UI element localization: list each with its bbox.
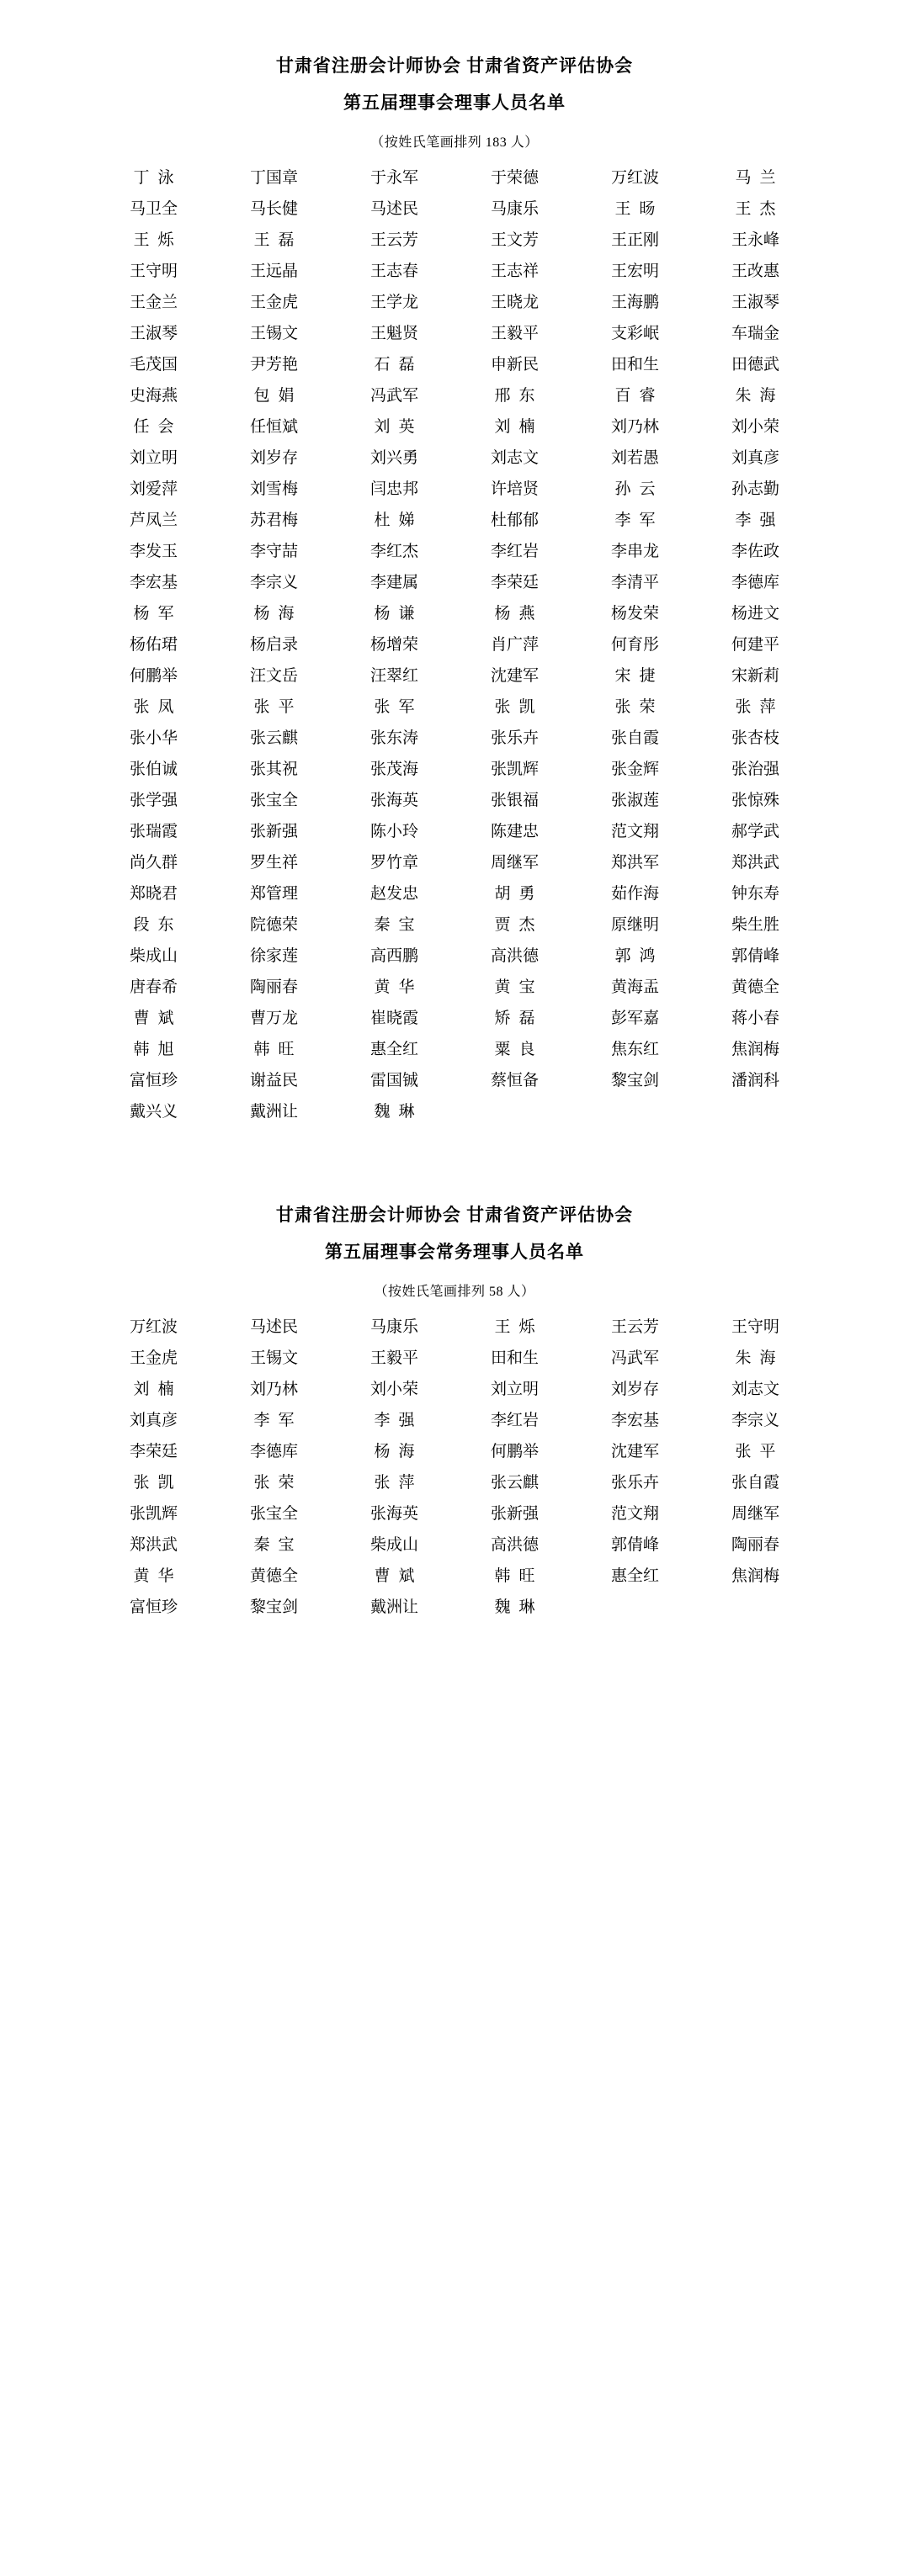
name-cell: 王改惠 — [731, 262, 779, 280]
name-cell: 王晓龙 — [490, 294, 539, 311]
name-cell: 何建平 — [731, 636, 779, 654]
name-cell: 何鹏举 — [490, 1443, 539, 1460]
name-cell: 李佐政 — [731, 543, 779, 560]
name-cell: 李守喆 — [249, 543, 298, 560]
name-cell: 秦宝 — [374, 916, 423, 934]
section-standing-directors — [88, 1200, 821, 1623]
name-cell: 徐家莲 — [249, 947, 298, 965]
name-cell: 焦润梅 — [731, 1567, 779, 1585]
name-cell: 朱海 — [735, 1349, 784, 1367]
name-cell: 郭倩峰 — [731, 947, 779, 965]
name-cell: 王志祥 — [490, 262, 539, 280]
name-cell: 马兰 — [735, 169, 784, 187]
name-cell: 田和生 — [490, 1349, 539, 1367]
name-cell: 杨增荣 — [369, 636, 418, 654]
name-cell: 史海燕 — [129, 387, 178, 405]
name-cell: 冯武军 — [610, 1349, 659, 1367]
name-cell: 富恒珍 — [129, 1072, 178, 1089]
name-cell: 李军 — [614, 511, 664, 529]
name-cell: 曹斌 — [374, 1567, 423, 1585]
name-cell: 张淑莲 — [610, 792, 659, 809]
name-cell: 王杰 — [735, 200, 784, 218]
name-cell: 陈小玲 — [369, 823, 418, 840]
name-cell: 刘英 — [374, 418, 423, 436]
name-cell: 王锡文 — [249, 1349, 298, 1367]
name-cell: 李德库 — [249, 1443, 298, 1460]
name-cell: 王烁 — [133, 231, 183, 249]
name-cell: 韩旺 — [253, 1041, 303, 1058]
name-cell: 杨燕 — [494, 605, 544, 623]
name-cell: 王烁 — [494, 1318, 544, 1336]
name-cell: 黎宝剑 — [249, 1598, 298, 1616]
name-cell: 高洪德 — [490, 1536, 539, 1554]
name-cell: 粟良 — [494, 1041, 544, 1058]
name-cell: 张荣 — [253, 1474, 303, 1492]
name-cell: 罗竹章 — [369, 854, 418, 872]
name-cell: 李荣廷 — [129, 1443, 178, 1460]
name-cell: 刘小荣 — [731, 418, 779, 436]
section-subtitle: （按姓氏笔画排列 183 人） — [370, 135, 539, 150]
name-cell: 李发玉 — [129, 543, 178, 560]
name-cell: 曹斌 — [133, 1010, 183, 1027]
name-cell: 王守明 — [129, 262, 178, 280]
name-cell: 张云麒 — [490, 1474, 539, 1492]
name-grid-directors — [93, 162, 816, 1127]
name-cell: 刘立明 — [490, 1381, 539, 1398]
name-cell: 陈建忠 — [490, 823, 539, 840]
name-cell: 杨军 — [133, 605, 183, 623]
name-cell: 赵发忠 — [369, 885, 418, 903]
name-cell: 张萍 — [374, 1474, 423, 1492]
name-cell: 包娟 — [253, 387, 303, 405]
name-cell: 李宏基 — [129, 574, 178, 591]
name-cell: 何育彤 — [610, 636, 659, 654]
name-cell: 张新强 — [490, 1505, 539, 1523]
name-cell: 富恒珍 — [129, 1598, 178, 1616]
bottom-spacer — [88, 1623, 821, 1648]
name-cell: 宋捷 — [614, 667, 664, 685]
name-cell: 刘雪梅 — [249, 480, 298, 498]
name-cell: 韩旺 — [494, 1567, 544, 1585]
name-cell: 黄华 — [133, 1567, 183, 1585]
name-cell: 汪翠红 — [369, 667, 418, 685]
name-cell: 刘立明 — [129, 449, 178, 467]
name-cell: 柴成山 — [129, 947, 178, 965]
name-cell: 刘志文 — [490, 449, 539, 467]
name-cell: 张金辉 — [610, 761, 659, 778]
name-cell: 郑洪武 — [731, 854, 779, 872]
name-cell: 张平 — [253, 698, 303, 716]
name-cell: 万红波 — [129, 1318, 178, 1336]
name-cell: 王魁贤 — [369, 325, 418, 342]
name-cell: 秦宝 — [253, 1536, 303, 1554]
page-title-line1-2: 甘肃省注册会计师协会 甘肃省资产评估协会 — [275, 1205, 634, 1225]
name-cell: 李串龙 — [610, 543, 659, 560]
name-cell: 刘岁存 — [249, 449, 298, 467]
name-cell: 张凯 — [133, 1474, 183, 1492]
name-cell: 丁泳 — [133, 169, 183, 187]
name-cell: 沈建军 — [490, 667, 539, 685]
name-cell: 杨谦 — [374, 605, 423, 623]
name-cell: 杜娣 — [374, 511, 423, 529]
name-cell: 郝学武 — [731, 823, 779, 840]
name-cell: 钟东寿 — [731, 885, 779, 903]
name-cell: 罗生祥 — [249, 854, 298, 872]
name-cell: 李建属 — [369, 574, 418, 591]
name-cell: 毛茂国 — [129, 356, 178, 374]
name-cell: 王文芳 — [490, 231, 539, 249]
name-cell: 王正刚 — [610, 231, 659, 249]
name-cell: 张云麒 — [249, 729, 298, 747]
name-cell: 马述民 — [369, 200, 418, 218]
name-cell: 王金虎 — [129, 1349, 178, 1367]
name-cell: 张新强 — [249, 823, 298, 840]
name-cell: 杨发荣 — [610, 605, 659, 623]
name-cell: 张东涛 — [369, 729, 418, 747]
name-cell: 矫磊 — [494, 1010, 544, 1027]
name-cell: 李红杰 — [369, 543, 418, 560]
name-cell: 李红岩 — [490, 1412, 539, 1429]
name-cell: 李荣廷 — [490, 574, 539, 591]
name-cell: 张惊殊 — [731, 792, 779, 809]
name-cell: 何鹏举 — [129, 667, 178, 685]
name-cell: 杨启录 — [249, 636, 298, 654]
name-cell: 唐春希 — [129, 978, 178, 996]
name-cell: 张学强 — [129, 792, 178, 809]
name-cell: 汪文岳 — [249, 667, 298, 685]
name-cell: 惠全红 — [610, 1567, 659, 1585]
name-cell: 王云芳 — [610, 1318, 659, 1336]
name-cell: 芦凤兰 — [129, 511, 178, 529]
name-cell: 院德荣 — [249, 916, 298, 934]
name-cell: 苏君梅 — [249, 511, 298, 529]
name-cell: 刘乃林 — [249, 1381, 298, 1398]
name-cell: 周继军 — [731, 1505, 779, 1523]
name-cell: 李军 — [253, 1412, 303, 1429]
name-cell: 李红岩 — [490, 543, 539, 560]
name-cell: 蒋小春 — [731, 1010, 779, 1027]
name-cell: 张凯辉 — [129, 1505, 178, 1523]
name-cell: 彭军嘉 — [610, 1010, 659, 1027]
name-cell: 李强 — [374, 1412, 423, 1429]
section-subtitle-2: （按姓氏笔画排列 58 人） — [374, 1285, 535, 1299]
name-cell: 张茂海 — [369, 761, 418, 778]
name-cell: 戴兴义 — [129, 1103, 178, 1121]
name-cell: 王海鹏 — [610, 294, 659, 311]
name-cell: 刘若愚 — [610, 449, 659, 467]
page-title-line2-2: 第五届理事会常务理事人员名单 — [325, 1242, 584, 1262]
name-cell: 谢益民 — [249, 1072, 298, 1089]
name-cell: 张乐卉 — [610, 1474, 659, 1492]
name-cell: 王云芳 — [369, 231, 418, 249]
name-cell: 王志春 — [369, 262, 418, 280]
name-cell: 高洪德 — [490, 947, 539, 965]
name-cell: 王磊 — [253, 231, 303, 249]
name-cell: 杜郁郁 — [490, 511, 539, 529]
name-cell: 雷国铖 — [369, 1072, 418, 1089]
name-cell: 肖广萍 — [490, 636, 539, 654]
name-cell: 郑洪军 — [610, 854, 659, 872]
name-cell: 张伯诚 — [129, 761, 178, 778]
name-cell: 邢东 — [494, 387, 544, 405]
name-cell: 杨海 — [374, 1443, 423, 1460]
name-cell: 于荣德 — [490, 169, 539, 187]
name-cell: 许培贤 — [490, 480, 539, 498]
name-cell: 戴洲让 — [249, 1103, 298, 1121]
name-cell: 张凤 — [133, 698, 183, 716]
name-cell: 杨进文 — [731, 605, 779, 623]
name-cell: 王金虎 — [249, 294, 298, 311]
name-cell: 杨佑珺 — [129, 636, 178, 654]
name-cell: 王淑琴 — [731, 294, 779, 311]
name-cell: 刘乃林 — [610, 418, 659, 436]
name-cell: 王锡文 — [249, 325, 298, 342]
name-cell: 张萍 — [735, 698, 784, 716]
name-cell: 石磊 — [374, 356, 423, 374]
name-cell: 马康乐 — [490, 200, 539, 218]
name-cell: 魏琳 — [494, 1598, 544, 1616]
name-cell: 曹万龙 — [249, 1010, 298, 1027]
name-cell: 张小华 — [129, 729, 178, 747]
name-cell: 马述民 — [249, 1318, 298, 1336]
name-cell: 王永峰 — [731, 231, 779, 249]
name-cell: 孙志勤 — [731, 480, 779, 498]
name-cell: 刘志文 — [731, 1381, 779, 1398]
name-cell: 张平 — [735, 1443, 784, 1460]
name-cell: 王毅平 — [369, 1349, 418, 1367]
name-cell: 田德武 — [731, 356, 779, 374]
name-cell: 原继明 — [610, 916, 659, 934]
name-cell: 胡勇 — [494, 885, 544, 903]
name-cell: 百睿 — [614, 387, 664, 405]
name-cell: 郑洪武 — [129, 1536, 178, 1554]
name-cell: 王学龙 — [369, 294, 418, 311]
name-cell: 万红波 — [610, 169, 659, 187]
name-cell: 马长健 — [249, 200, 298, 218]
name-cell: 张治强 — [731, 761, 779, 778]
name-cell: 张凯 — [494, 698, 544, 716]
name-cell: 丁国章 — [249, 169, 298, 187]
name-cell: 刘楠 — [494, 418, 544, 436]
name-cell: 黄海盂 — [610, 978, 659, 996]
name-cell: 冯武军 — [369, 387, 418, 405]
name-cell: 支彩岷 — [610, 325, 659, 342]
name-cell: 尚久群 — [129, 854, 178, 872]
name-cell: 沈建军 — [610, 1443, 659, 1460]
name-cell: 戴洲让 — [369, 1598, 418, 1616]
name-cell: 宋新莉 — [731, 667, 779, 685]
name-cell: 刘岁存 — [610, 1381, 659, 1398]
name-cell: 任恒斌 — [249, 418, 298, 436]
name-cell: 申新民 — [490, 356, 539, 374]
name-cell: 黄宝 — [494, 978, 544, 996]
name-cell: 马康乐 — [369, 1318, 418, 1336]
name-cell: 潘润科 — [731, 1072, 779, 1089]
name-cell: 惠全红 — [369, 1041, 418, 1058]
section-directors — [88, 50, 821, 1127]
name-cell: 蔡恒备 — [490, 1072, 539, 1089]
name-cell: 尹芳艳 — [249, 356, 298, 374]
name-cell: 郭鸿 — [614, 947, 664, 965]
name-cell: 焦润梅 — [731, 1041, 779, 1058]
name-cell: 张瑞霞 — [129, 823, 178, 840]
name-cell: 张其祝 — [249, 761, 298, 778]
name-cell: 王远晶 — [249, 262, 298, 280]
name-cell: 张银福 — [490, 792, 539, 809]
name-cell: 王旸 — [614, 200, 664, 218]
name-cell: 张自霞 — [610, 729, 659, 747]
name-cell: 刘兴勇 — [369, 449, 418, 467]
name-cell: 李宗义 — [249, 574, 298, 591]
name-cell: 陶丽春 — [731, 1536, 779, 1554]
name-cell: 任会 — [133, 418, 183, 436]
name-cell: 孙云 — [614, 480, 664, 498]
name-grid-standing-directors — [93, 1312, 816, 1623]
name-cell: 张宝全 — [249, 792, 298, 809]
name-cell: 刘楠 — [133, 1381, 183, 1398]
name-cell: 王守明 — [731, 1318, 779, 1336]
name-cell: 刘真彦 — [129, 1412, 178, 1429]
name-cell: 周继军 — [490, 854, 539, 872]
name-cell: 陶丽春 — [249, 978, 298, 996]
name-cell: 张自霞 — [731, 1474, 779, 1492]
name-cell: 郑晓君 — [129, 885, 178, 903]
name-cell: 茹作海 — [610, 885, 659, 903]
name-cell: 张凯辉 — [490, 761, 539, 778]
name-cell: 马卫全 — [129, 200, 178, 218]
name-cell: 王金兰 — [129, 294, 178, 311]
name-cell: 郭倩峰 — [610, 1536, 659, 1554]
name-cell: 柴成山 — [369, 1536, 418, 1554]
name-cell: 王宏明 — [610, 262, 659, 280]
name-cell: 杨海 — [253, 605, 303, 623]
name-cell: 朱海 — [735, 387, 784, 405]
name-cell: 车瑞金 — [731, 325, 779, 342]
name-cell: 张海英 — [369, 792, 418, 809]
name-cell: 张宝全 — [249, 1505, 298, 1523]
name-cell: 韩旭 — [133, 1041, 183, 1058]
name-cell: 李强 — [735, 511, 784, 529]
name-cell: 黄华 — [374, 978, 423, 996]
name-cell: 张杏枝 — [731, 729, 779, 747]
name-cell: 张海英 — [369, 1505, 418, 1523]
name-cell: 郑管理 — [249, 885, 298, 903]
name-cell: 张军 — [374, 698, 423, 716]
name-cell: 段东 — [133, 916, 183, 934]
name-cell: 李宗义 — [731, 1412, 779, 1429]
name-cell: 范文翔 — [610, 1505, 659, 1523]
name-cell: 柴生胜 — [731, 916, 779, 934]
name-cell: 李德库 — [731, 574, 779, 591]
name-cell: 黄德全 — [731, 978, 779, 996]
name-cell: 刘真彦 — [731, 449, 779, 467]
name-cell: 王毅平 — [490, 325, 539, 342]
name-cell: 李清平 — [610, 574, 659, 591]
name-cell: 黎宝剑 — [610, 1072, 659, 1089]
name-cell: 贾杰 — [494, 916, 544, 934]
name-cell: 高西鹏 — [369, 947, 418, 965]
name-cell: 李宏基 — [610, 1412, 659, 1429]
page-title-line1: 甘肃省注册会计师协会 甘肃省资产评估协会 — [275, 56, 634, 76]
name-cell: 张荣 — [614, 698, 664, 716]
name-cell: 崔晓霞 — [369, 1010, 418, 1027]
name-cell: 张乐卉 — [490, 729, 539, 747]
name-cell: 刘小荣 — [369, 1381, 418, 1398]
name-cell: 焦东红 — [610, 1041, 659, 1058]
name-cell: 黄德全 — [249, 1567, 298, 1585]
name-cell: 刘爱萍 — [129, 480, 178, 498]
name-cell: 范文翔 — [610, 823, 659, 840]
name-cell: 王淑琴 — [129, 325, 178, 342]
page-title-line2: 第五届理事会理事人员名单 — [343, 93, 566, 113]
name-cell: 闫忠邦 — [369, 480, 418, 498]
name-cell: 魏琳 — [374, 1103, 423, 1121]
name-cell: 田和生 — [610, 356, 659, 374]
name-cell: 于永军 — [369, 169, 418, 187]
